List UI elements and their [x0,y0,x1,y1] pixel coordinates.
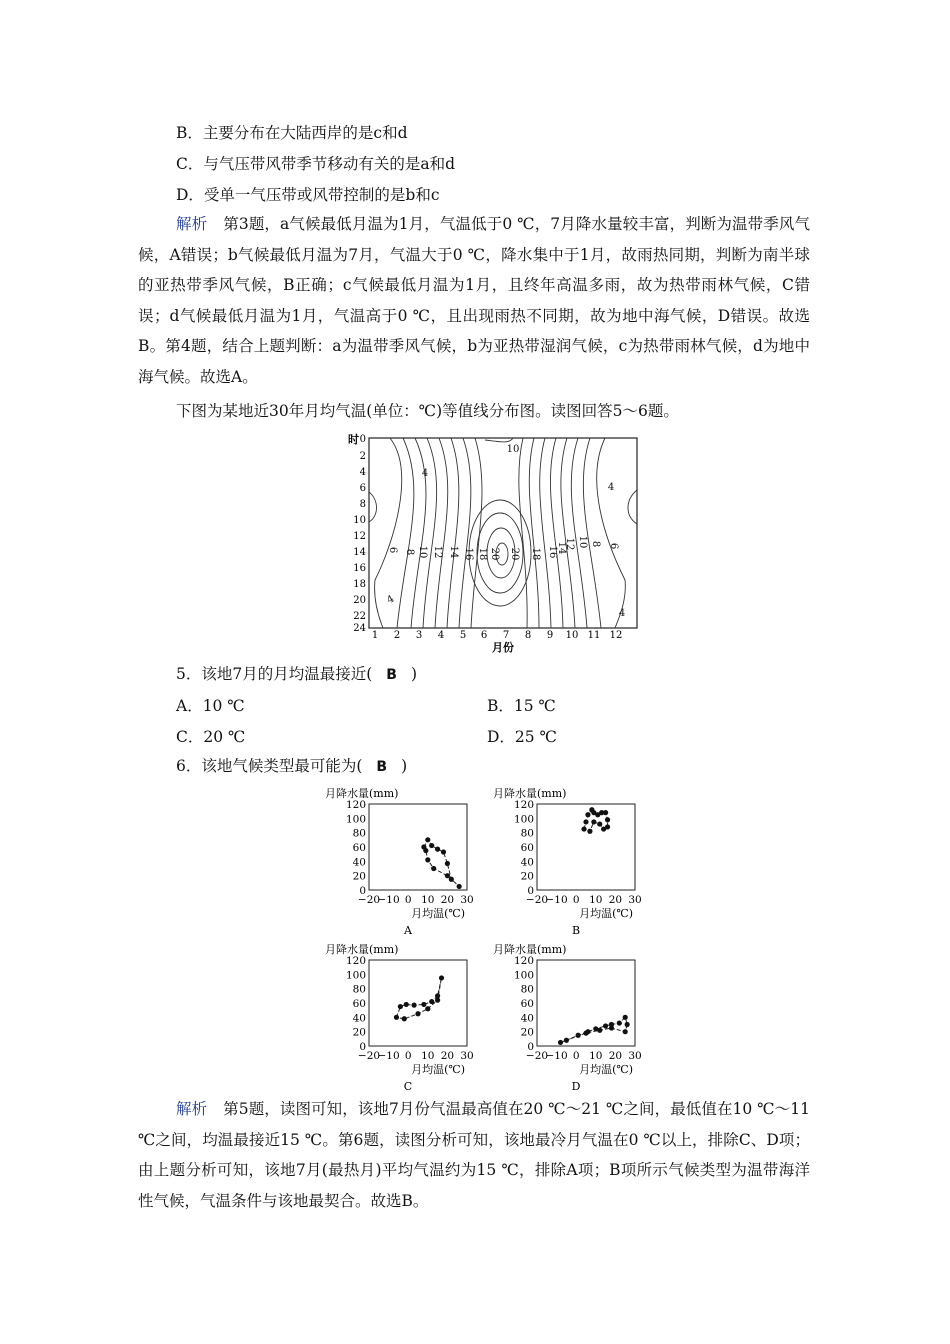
chart-xlabel: 月均温(℃) [579,907,633,920]
chart-ylabel: 月降水量(mm) [325,943,399,956]
climate-chart-a [325,786,474,937]
x-tick: 4 [437,630,445,641]
contour-label: 6 [608,542,619,550]
contour-label: 20 [509,547,520,561]
chart-x-tick: 0 [404,894,412,906]
chart-point [435,847,440,852]
chart-x-tick: 20 [440,1050,455,1062]
contour-ylabel: 时 [348,433,359,446]
chart-point [445,861,450,866]
contour-lines [369,438,637,628]
analysis-label: 解析 [176,215,208,233]
y-tick: 16 [353,563,366,574]
chart-x-tick: 20 [440,894,455,906]
chart-point [617,1020,622,1025]
chart-ylabel: 月降水量(mm) [493,943,567,956]
contour-labels [385,444,625,619]
contour-label: 10 [506,444,520,455]
chart-x-tick: −20 [357,894,381,906]
question-5 [176,664,417,685]
chart-point [623,1029,628,1034]
chart-point [441,849,446,854]
chart-y-tick: 20 [520,870,534,883]
x-tick: 8 [524,630,532,641]
chart-x-tick: 30 [628,1050,642,1062]
chart-x-tick: −10 [545,1050,568,1062]
x-tick: 2 [393,630,401,641]
chart-point [564,1038,569,1043]
chart-x-tick: −10 [377,1050,400,1062]
contour-frame [369,438,637,628]
chart-point [402,1016,407,1021]
chart-panel-label: D [571,1080,581,1093]
chart-y-tick: 120 [345,955,366,967]
chart-point [585,812,590,817]
chart-frame [369,960,467,1046]
chart-panel-label: B [571,924,581,937]
chart-ylabel: 月降水量(mm) [325,787,399,800]
chart-x-tick: 0 [572,1050,580,1062]
chart-point [625,1022,630,1027]
contour-label: 4 [385,593,397,607]
chart-x-tick: 10 [421,1050,435,1062]
chart-y-tick: 100 [513,969,534,982]
chart-x-tick: −10 [377,894,400,906]
chart-point [591,819,596,824]
chart-point [603,810,608,815]
chart-y-tick: 120 [345,799,366,811]
chart-x-tick: 20 [608,1050,623,1062]
chart-point [421,1002,426,1007]
y-tick: 8 [359,499,366,510]
chart-point [597,821,602,826]
y-tick: 0 [359,434,366,445]
chart-point [435,998,440,1003]
chart-y-tick: 60 [520,998,534,1010]
chart-point [425,837,430,842]
chart-y-tick: 40 [520,1012,534,1025]
contour-label: 8 [590,540,601,548]
chart-panel-label: C [403,1080,413,1093]
contour-label: 20 [489,547,500,561]
chart-point [425,1006,430,1011]
contour-label: 4 [618,608,626,619]
analysis-label: 解析 [176,1100,208,1118]
chart-x-tick: 0 [572,894,580,906]
contour-label: 12 [564,537,575,551]
contour-label: 18 [530,547,541,561]
chart-y-tick: 20 [352,870,366,883]
x-tick: 1 [371,630,379,641]
chart-y-tick: 20 [520,1026,534,1039]
q5-option-a: A．10 ℃ [176,697,245,715]
x-tick: 11 [587,630,601,641]
chart-point [431,866,436,871]
chart-y-tick: 60 [520,842,534,854]
chart-point [457,884,462,889]
chart-x-tick: 30 [460,1050,474,1062]
contour-y-ticks [353,434,366,634]
y-tick: 22 [353,611,366,622]
chart-point [415,1011,420,1016]
chart-y-tick: 20 [352,1026,366,1039]
chart-y-tick: 80 [352,983,366,996]
question-6 [176,756,407,777]
chart-xlabel: 月均温(℃) [411,907,465,920]
chart-y-tick: 80 [520,827,534,840]
chart-point [603,1023,608,1028]
option-4d: D．受单一气压带或风带控制的是b和c [176,186,440,204]
y-tick: 10 [353,515,366,526]
chart-x-tick: 10 [421,894,435,906]
contour-label: 18 [477,547,488,561]
climate-chart-c [325,942,474,1093]
analysis-3-4 [138,209,810,392]
y-tick: 24 [353,623,366,634]
chart-y-tick: 0 [359,885,366,897]
chart-x-tick: 20 [608,894,623,906]
y-tick: 2 [359,451,366,462]
analysis-text: 第5题，读图可知，该地7月份气温最高值在20 ℃～21 ℃之间，最低值在10 ℃～11 ℃之间，均温最接近15 ℃。第6题，读图分析可知，该地最冷月气温在0 ℃以上，排除C、D项；由上题分析可知，该地7月(最热月)平均气温约为15 ℃，排除A项；B项所示气候类型为温带海洋性气候，气温条件与该地最契合。故选B。 [138,1100,810,1210]
q6-answer: B [376,759,388,775]
chart-x-tick: 30 [460,894,474,906]
contour-label: 12 [432,545,443,559]
q5-stem: 5．该地7月的月均温最接近( [176,665,373,683]
analysis-text: 第3题，a气候最低月温为1月，气温低于0 ℃，7月降水量较丰富，判断为温带季风气候，A错误；b气候最低月温为7月，气温大于0 ℃，降水集中于1月，故雨热同期，判断为南半球的亚热带季风气候，B正确；c气候最低月温为1月，且终年高温多雨，故为热带雨林气候，C错误；d气候最低月温为1月，气温高于0 ℃，且出现雨热不同期，故为地中海气候，D错误。故选B。第4题，结合上题判断：a为温带季风气候，b为亚热带湿润气候，c为热带雨林气候，d为地中海气候。故选A。 [138,215,810,386]
y-tick: 18 [353,579,366,590]
y-tick: 6 [359,483,366,494]
analysis-5-6 [138,1094,810,1216]
y-tick: 14 [353,547,366,558]
contour-label: 4 [421,468,429,479]
chart-frame [537,804,635,890]
chart-point [423,848,428,853]
contour-label: 4 [607,482,615,493]
chart-point [449,877,454,882]
chart-x-tick: −10 [545,894,568,906]
chart-y-tick: 0 [359,1041,366,1053]
chart-x-tick: 0 [404,1050,412,1062]
x-tick: 7 [502,630,510,641]
chart-point [609,1025,614,1030]
x-tick: 9 [546,630,554,641]
chart-y-tick: 60 [352,998,366,1010]
chart-point [394,1015,399,1020]
x-tick: 5 [459,630,467,641]
chart-x-tick: −20 [525,1050,549,1062]
contour-chart [335,430,645,655]
chart-x-tick: −20 [357,1050,381,1062]
chart-point [605,817,610,822]
chart-point [411,1003,416,1008]
chart-xlabel: 月均温(℃) [411,1063,465,1076]
chart-point [404,1002,409,1007]
chart-point [429,843,434,848]
contour-label: 10 [577,535,588,549]
chart-panel-label: A [404,924,412,937]
chart-point [583,819,588,824]
q5-option-b: B．15 ℃ [487,697,556,715]
contour-label: 16 [547,545,558,559]
chart-point [425,857,430,862]
climate-chart-b [493,786,642,937]
chart-point [558,1040,563,1045]
chart-x-tick: 10 [589,1050,603,1062]
contour-label: 8 [404,548,415,556]
y-tick: 4 [359,467,366,478]
chart-y-tick: 0 [527,1041,534,1053]
chart-point [581,826,586,831]
q5-answer: B [386,667,397,683]
chart-y-tick: 80 [520,983,534,996]
chart-y-tick: 40 [352,1012,366,1025]
chart-y-tick: 100 [513,813,534,826]
chart-point [623,1015,628,1020]
contour-xlabel: 月份 [492,641,514,654]
y-tick: 20 [353,595,366,606]
chart-point [601,826,606,831]
chart-x-tick: 30 [628,894,642,906]
x-tick: 10 [565,630,579,641]
chart-y-tick: 40 [520,856,534,869]
contour-label: 6 [387,546,398,554]
contour-x-ticks [372,630,623,641]
chart-y-tick: 100 [345,813,366,826]
q5-close: ) [410,665,418,683]
chart-xlabel: 月均温(℃) [579,1063,633,1076]
contour-label: 16 [463,547,474,561]
chart-point [583,1031,588,1036]
chart-point [597,1028,602,1033]
option-4b: B．主要分布在大陆西岸的是c和d [176,124,408,142]
chart-y-tick: 0 [527,885,534,897]
q6-close: ) [401,757,408,775]
chart-point [429,999,434,1004]
climate-chart-d [493,942,642,1093]
x-tick: 6 [480,630,488,641]
contour-label: 14 [448,545,459,559]
chart-y-tick: 60 [352,842,366,854]
x-tick: 3 [415,630,423,641]
chart-point [576,1033,581,1038]
chart-x-tick: 10 [589,894,603,906]
x-tick: 12 [609,630,623,641]
chart-x-tick: −20 [525,894,549,906]
chart-point [439,975,444,980]
q5-option-d: D．25 ℃ [487,728,557,746]
chart-y-tick: 100 [345,969,366,982]
chart-y-tick: 80 [352,827,366,840]
chart-y-tick: 40 [352,856,366,869]
q6-stem: 6．该地气候类型最可能为( [176,757,363,775]
q5-option-c: C．20 ℃ [176,728,246,746]
option-4c: C．与气压带风带季节移动有关的是a和d [176,155,456,173]
y-tick: 12 [353,531,366,542]
contour-label: 14 [556,541,567,555]
chart-point [587,829,592,834]
intro-5-6: 下图为某地近30年月均气温(单位：℃)等值线分布图。读图回答5～6题。 [176,402,679,420]
chart-y-tick: 120 [513,799,534,811]
contour-label: 10 [417,545,428,559]
chart-point [445,873,450,878]
chart-point [398,1004,403,1009]
chart-ylabel: 月降水量(mm) [493,787,567,800]
climate-charts [325,784,660,1094]
chart-y-tick: 120 [513,955,534,967]
